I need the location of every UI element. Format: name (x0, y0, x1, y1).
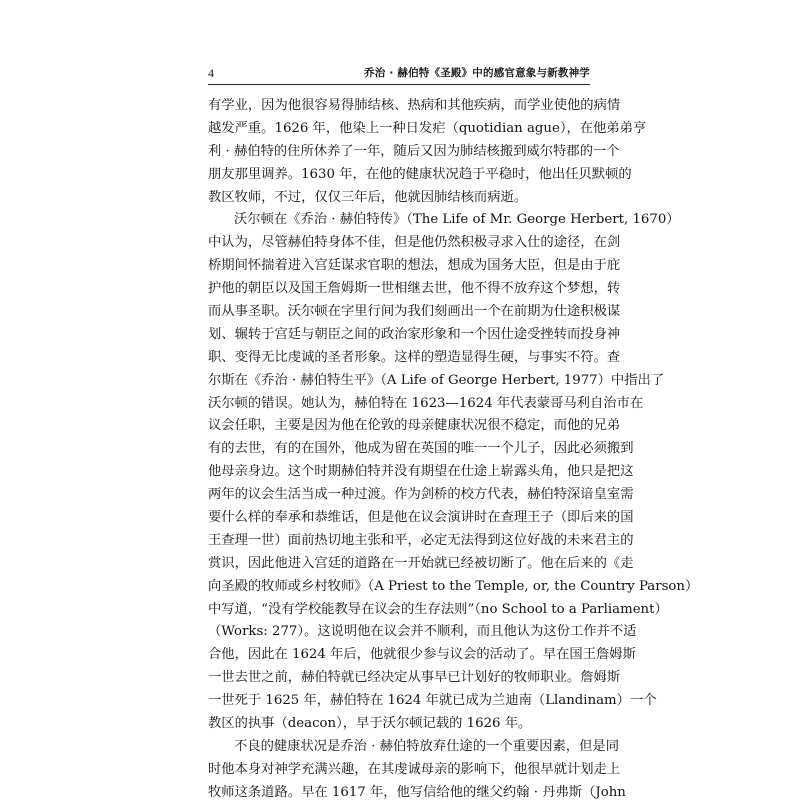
text-line: 划、辗转于宫廷与朝臣之间的政治家形象和一个因仕途受挫转而投身神 (208, 326, 621, 342)
text-line: 中认为，尽管赫伯特身体不佳，但是他仍然积极寻求入仕的途径，在剑 (208, 235, 621, 251)
text-line: 赏识，因此他进入宫廷的道路在一开始就已经被切断了。他在后来的《走 (208, 555, 634, 571)
running-header (208, 66, 590, 82)
text-line: 而从事圣职。沃尔顿在字里行间为我们刻画出一个在前期为仕途积极谋 (208, 304, 621, 320)
text-line: 议会任职，主要是因为他在伦敦的母亲健康状况很不稳定，而他的兄弟 (208, 418, 621, 434)
text-line: 时他本身对神学充满兴趣，在其虔诚母亲的影响下，他很早就计划走上 (208, 761, 621, 777)
text-line: 沃尔顿的错误。她认为，赫伯特在 1623—1624 年代表蒙哥马利自治市在 (208, 395, 644, 411)
text-line: 护他的朝臣以及国王詹姆斯一世相继去世，他不得不放弃这个梦想，转 (208, 281, 621, 297)
header-rule (208, 84, 590, 85)
text-line: 桥期间怀揣着进入宫廷谋求官职的想法，想成为国务大臣，但是由于庇 (208, 258, 621, 274)
text-line: 利 · 赫伯特的住所休养了一年，随后又因为肺结核搬到威尔特郡的一个 (208, 143, 620, 159)
text-line: 合他，因此在 1624 年后，他就很少参与议会的活动了。早在国王詹姆斯 (208, 647, 636, 663)
paragraph-start-line: 不良的健康状况是乔治 · 赫伯特放弃仕途的一个重要因素，但是同 (234, 738, 619, 754)
text-line: 尔斯在《乔治 · 赫伯特生平》（A Life of George Herbert, 1977）中指出了 (208, 372, 665, 388)
text-line: 中写道，“没有学校能教导在议会的生存法则”（no School to a Parliament） (208, 601, 668, 617)
page-number: 4 (208, 66, 214, 80)
text-line: 一世死于 1625 年，赫伯特在 1624 年就已成为兰迪南（Llandinam）一个 (208, 693, 657, 709)
text-line: 向圣殿的牧师或乡村牧师》（A Priest to the Temple, or, the Country Parson） (208, 578, 699, 594)
text-line: 职、变得无比虔诚的圣者形象。这样的塑造显得生硬，与事实不符。查 (208, 349, 621, 365)
text-line: 有的去世，有的在国外，他成为留在英国的唯一一个儿子，因此必须搬到 (208, 441, 634, 457)
text-line: 要什么样的奉承和恭维话，但是他在议会演讲时在查理王子（即后来的国 (208, 510, 634, 526)
text-line: 越发严重。1626 年，他染上一种日发疟（quotidian ague），在他弟弟亨 (208, 120, 647, 136)
text-line: 有学业，因为他很容易得肺结核、热病和其他疾病，而学业使他的病情 (208, 98, 621, 113)
text-line: 一世去世之前，赫伯特就已经决定从事早已计划好的牧师职业。詹姆斯 (208, 670, 621, 686)
text-line: 教区牧师，不过，仅仅三年后，他就因肺结核而病逝。 (208, 189, 528, 205)
text-line: 牧师这条道路。早在 1617 年，他写信给他的继父约翰 · 丹弗斯（John (208, 784, 626, 800)
text-line: （Works: 277）。这说明他在议会并不顺利，而且他认为这份工作并不适 (208, 624, 637, 640)
text-line: 王查理一世）面前热切地主张和平，必定无法得到这位好战的未来君主的 (208, 532, 634, 548)
text-line: 教区的执事（deacon），早于沃尔顿记载的 1626 年。 (208, 716, 532, 732)
text-line: 朋友那里调养。1630 年，在他的健康状况趋于平稳时，他出任贝默顿的 (208, 166, 632, 182)
text-line: 两年的议会生活当成一种过渡。作为剑桥的校方代表，赫伯特深谙皇室需 (208, 487, 634, 503)
running-title: 乔治 · 赫伯特《圣殿》中的感官意象与新教神学 (364, 67, 590, 79)
body-text (208, 95, 699, 805)
text-line: 他母亲身边。这个时期赫伯特并没有期望在仕途上崭露头角，他只是把这 (208, 464, 634, 480)
paragraph-start-line: 沃尔顿在《乔治 · 赫伯特传》（The Life of Mr. George Herbert, 1670） (234, 212, 680, 228)
